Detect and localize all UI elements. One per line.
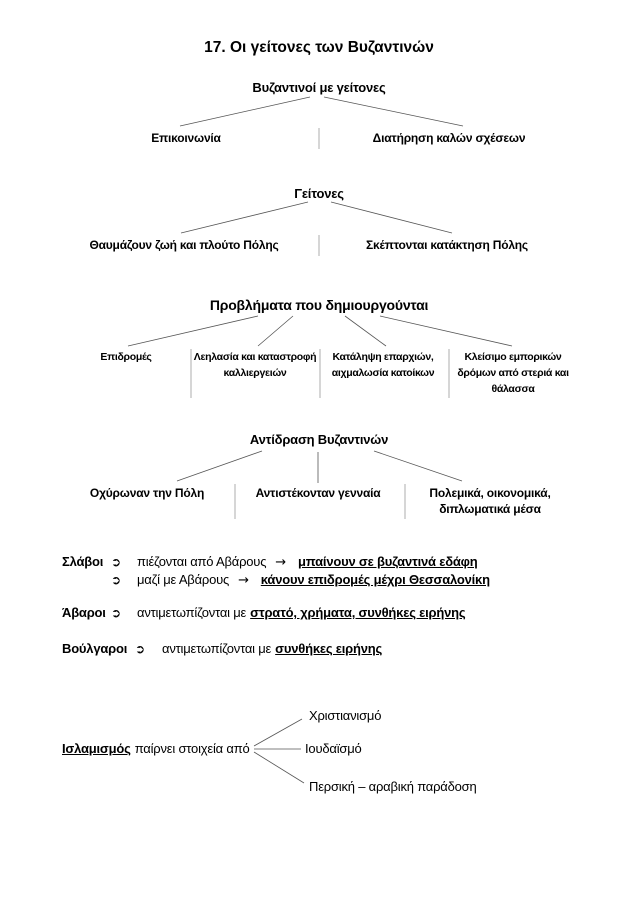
- source-persian-arab-tradition: Περσική – αραβική παράδοση: [309, 779, 477, 794]
- connector-line: [180, 97, 310, 126]
- tree-problems-root: Προβλήματα που δημιουργούνται: [209, 297, 429, 313]
- branch-line: διπλωματικά μέσα: [439, 502, 541, 516]
- branch-line: δρόμων από στεριά και: [457, 367, 569, 379]
- connector-line: [324, 97, 463, 126]
- branch-raids: [100, 349, 151, 365]
- right-arrow-icon: →: [275, 555, 286, 570]
- branch-plan-conquest: Σκέπτονται κατάκτηση Πόλης: [366, 238, 528, 252]
- row-result: μπαίνουν σε βυζαντινά εδάφη: [298, 554, 478, 569]
- connector-line: [181, 202, 308, 233]
- people-avars-label: Άβαροι: [62, 605, 106, 620]
- branch-means: [429, 485, 550, 517]
- people-slavs-label: Σλάβοι: [62, 554, 104, 569]
- row-result: κάνουν επιδρομές μέχρι Θεσσαλονίκη: [260, 572, 490, 587]
- branch-occupation: [332, 349, 435, 381]
- row-text: μαζί με Αβάρους: [137, 572, 230, 587]
- source-christianity: Χριστιανισμό: [309, 708, 382, 723]
- connector-line: [374, 451, 462, 481]
- branch-admire-wealth: Θαυμάζουν ζωή και πλούτο Πόλης: [89, 238, 279, 252]
- row-result: συνθήκες ειρήνης: [275, 641, 383, 656]
- connector-line: [345, 316, 386, 346]
- connector-line: [380, 316, 512, 346]
- branch-line: Κλείσιμο εμπορικών: [464, 351, 562, 363]
- branch-resisted: [256, 485, 381, 501]
- row-text: αντιμετωπίζονται με: [162, 641, 272, 656]
- people-slavs-row-1: [137, 554, 478, 571]
- branch-communication: Επικοινωνία: [151, 131, 221, 145]
- branch-looting: [194, 349, 316, 381]
- connector-line: [128, 316, 258, 346]
- tree-byzantines-root: Βυζαντινοί με γείτονες: [252, 80, 386, 95]
- people-slavs-row-2: [137, 572, 490, 589]
- connector-line: [254, 752, 304, 783]
- circled-arrow-icon: ➲: [135, 642, 146, 656]
- people-bulgars-row: [162, 641, 382, 657]
- branch-good-relations: Διατήρηση καλών σχέσεων: [372, 131, 526, 145]
- branch-line: θάλασσα: [491, 383, 535, 395]
- branch-line: Πολεμικά, οικονομικά,: [429, 486, 551, 500]
- branch-fortified: [90, 485, 204, 501]
- islam-subject: Ισλαμισμός: [62, 741, 131, 756]
- branch-line: Αντιστέκονταν γενναία: [255, 486, 381, 500]
- tree-reaction-root: Αντίδραση Βυζαντινών: [249, 432, 389, 447]
- branch-line: καλλιεργειών: [223, 367, 287, 379]
- right-arrow-icon: →: [238, 573, 249, 588]
- circled-arrow-icon: ➲: [111, 573, 122, 587]
- row-text: πιέζονται από Αβάρους: [137, 554, 267, 569]
- islam-verb: παίρνει στοιχεία από: [134, 741, 250, 756]
- row-text: αντιμετωπίζονται με: [137, 605, 247, 620]
- page-title: 17. Οι γείτονες των Βυζαντινών: [204, 39, 434, 56]
- connector-line: [331, 202, 452, 233]
- source-judaism: Ιουδαϊσμό: [305, 741, 362, 756]
- people-bulgars-label: Βούλγαροι: [62, 641, 128, 656]
- branch-line: αιχμαλωσία κατοίκων: [331, 367, 435, 379]
- connector-line: [254, 719, 302, 746]
- tree-neighbours-root: Γείτονες: [294, 186, 344, 201]
- branch-line: Οχύρωναν την Πόλη: [89, 486, 205, 500]
- circled-arrow-icon: ➲: [111, 555, 122, 569]
- people-avars-row: [137, 605, 465, 621]
- islam-statement: [62, 741, 250, 757]
- branch-trade-routes: [457, 349, 568, 397]
- circled-arrow-icon: ➲: [111, 606, 122, 620]
- branch-line: Κατάληψη επαρχιών,: [332, 351, 434, 363]
- branch-line: Λεηλασία και καταστροφή: [193, 351, 317, 363]
- connector-line: [258, 316, 293, 346]
- row-result: στρατό, χρήματα, συνθήκες ειρήνης: [250, 605, 466, 620]
- connector-line: [177, 451, 262, 481]
- branch-line: Επιδρομές: [100, 351, 152, 363]
